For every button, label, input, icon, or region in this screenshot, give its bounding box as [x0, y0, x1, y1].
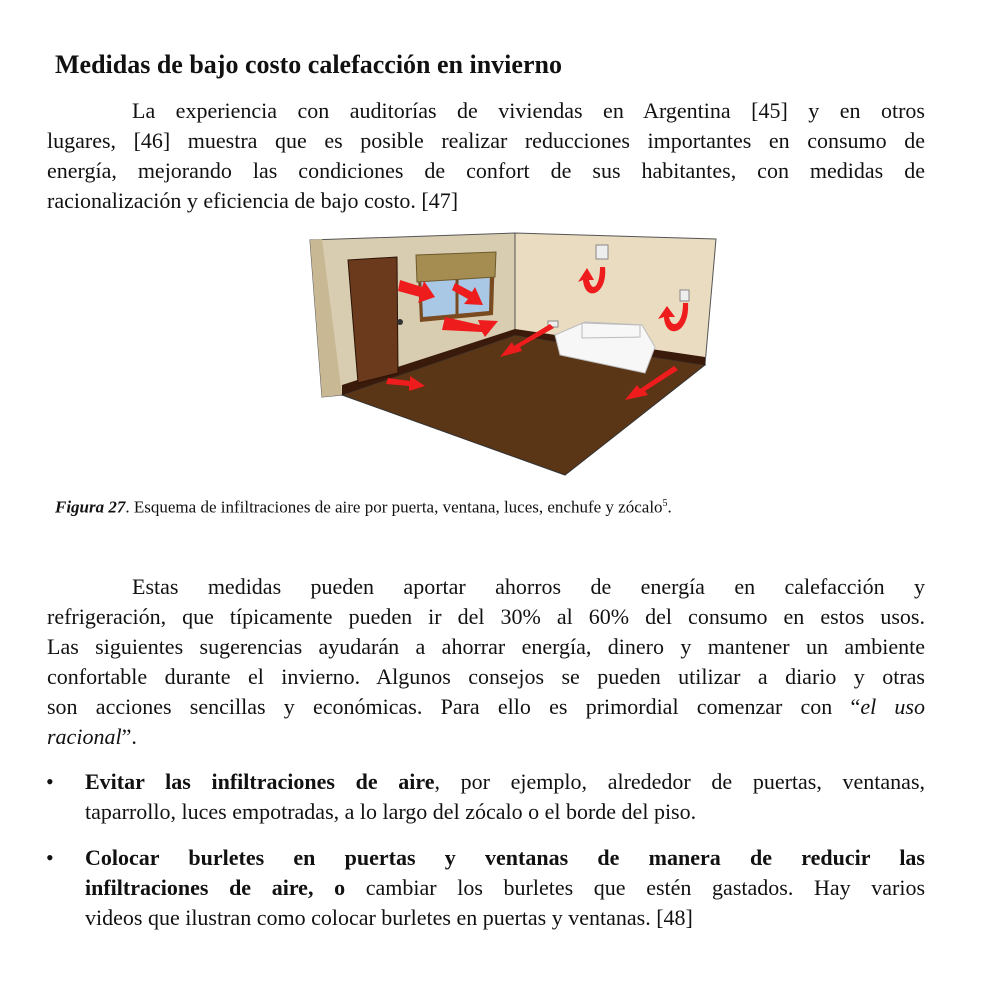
room-infiltration-figure: [300, 225, 730, 485]
paragraph-line: energía, mejorando las condiciones de confort de sus habitantes, con medidas de: [47, 158, 925, 183]
paragraph-line: Estas medidas pueden aportar ahorros de energía en calefacción y: [132, 574, 925, 599]
caption-end: .: [667, 497, 672, 517]
bullet-line: taparrollo, luces empotradas, a lo largo del zócalo o el borde del piso.: [85, 799, 697, 824]
bullet-line: [85, 767, 925, 797]
paragraph-line: [47, 722, 925, 752]
bold-text: Evitar las infiltraciones de aire: [85, 769, 435, 794]
italic-text: el uso: [860, 694, 925, 719]
paragraph-line: racionalización y eficiencia de bajo costo. [47]: [47, 188, 459, 213]
paragraph-line: refrigeración, que típicamente pueden ir del 30% al 60% del consumo en estos usos.: [47, 604, 925, 629]
figure-label: Figura 27: [55, 497, 126, 517]
bullet-icon: •: [46, 845, 54, 870]
paragraph-line: La experiencia con auditorías de viviendas en Argentina [45] y en otros: [132, 98, 925, 123]
figure-caption: [55, 492, 672, 520]
section-title: Medidas de bajo costo calefacción en invierno: [55, 50, 562, 79]
paragraph-line: lugares, [46] muestra que es posible realizar reducciones importantes en consumo de: [47, 128, 925, 153]
bold-text: infiltraciones de aire, o: [85, 875, 346, 900]
paragraph-line: Las siguientes sugerencias ayudarán a ahorrar energía, dinero y mantener un ambiente: [47, 634, 925, 659]
text: son acciones sencillas y económicas. Para ello es primordial comenzar con “: [47, 694, 861, 719]
caption-text: . Esquema de infiltraciones de aire por puerta, ventana, luces, enchufe y zócalo: [125, 497, 663, 517]
text: ”.: [121, 724, 137, 749]
footnote-mark: 5: [662, 498, 668, 509]
bullet-line: videos que ilustran como colocar burletes en puertas y ventanas. [48]: [85, 905, 693, 930]
text: cambiar los burletes que estén gastados. Hay varios: [345, 875, 926, 900]
bullet-line: Colocar burletes en puertas y ventanas de manera de reducir las: [85, 845, 925, 870]
bullet-icon: •: [46, 769, 54, 794]
paragraph-line: [47, 692, 925, 722]
text: , por ejemplo, alrededor de puertas, ventanas,: [434, 769, 926, 794]
bullet-line: [85, 873, 925, 903]
italic-text: racional: [47, 724, 122, 749]
paragraph-line: confortable durante el invierno. Algunos consejos se pueden utilizar a diario y otras: [47, 664, 925, 689]
